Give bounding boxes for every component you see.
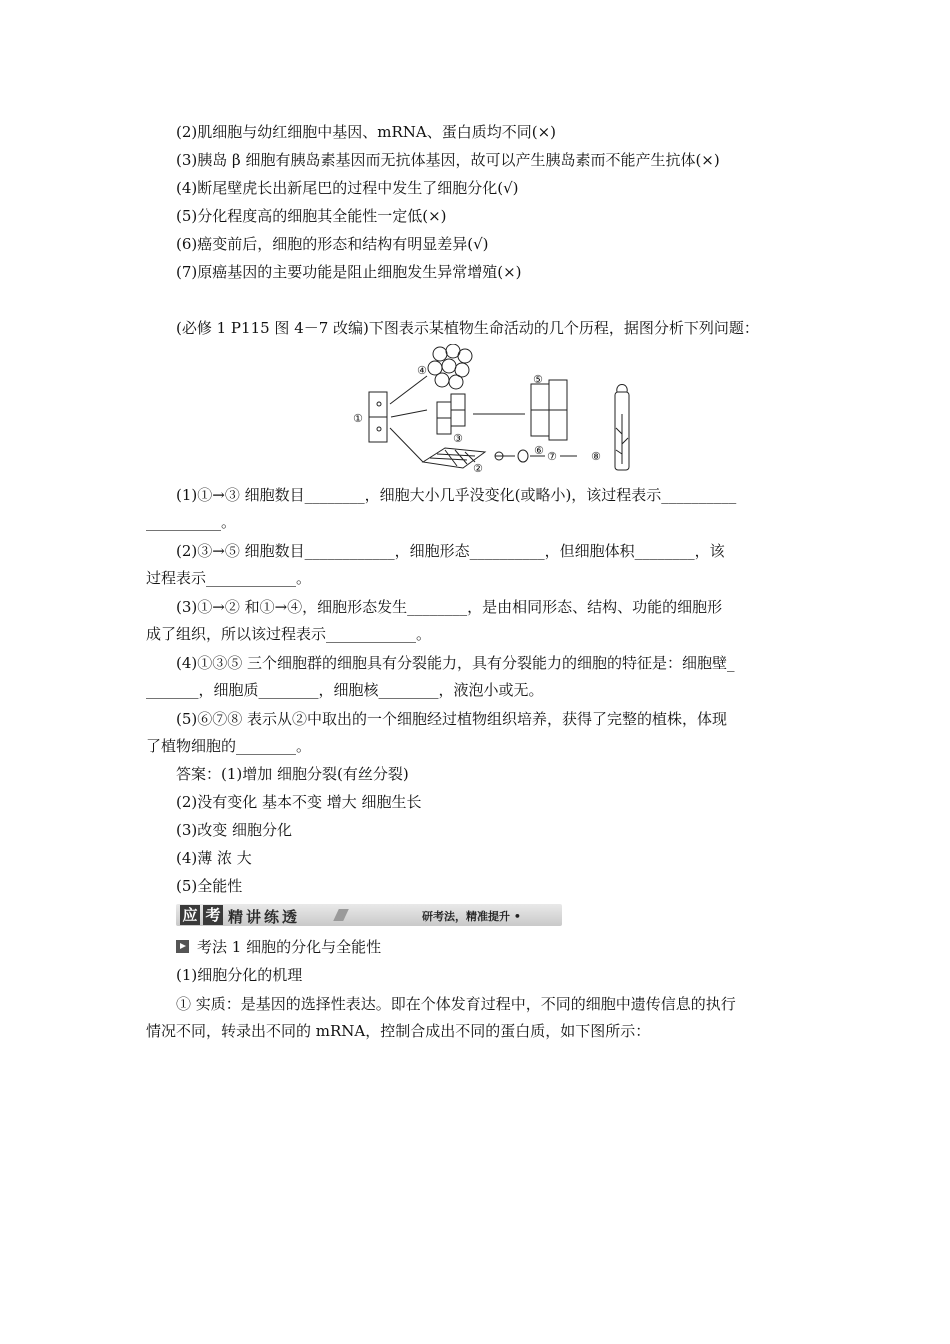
- label-6: ⑥: [534, 444, 544, 457]
- question-1a: (1)①→③ 细胞数目________，细胞大小几乎没变化(或略小)，该过程表示__________: [176, 486, 737, 504]
- answer-line: (4)薄 浓 大: [176, 849, 252, 867]
- question-4b: _______，细胞质________，细胞核________，液泡小或无。: [146, 681, 544, 699]
- question-3b: 成了组织，所以该过程表示____________。: [146, 625, 432, 643]
- banner-title: 精讲练透: [228, 908, 301, 926]
- section-paragraph-b: 情况不同，转录出不同的 mRNA，控制合成出不同的蛋白质，如下图所示：: [146, 1022, 651, 1040]
- question-2a: (2)③→⑤ 细胞数目____________，细胞形态__________，但细胞体积________，该: [176, 542, 725, 560]
- question-1b: __________。: [146, 513, 237, 531]
- banner-slogan: 研考法，精准提升 •: [422, 910, 521, 923]
- label-4: ④: [417, 364, 427, 377]
- section-paragraph-a: ① 实质：是基因的选择性表达。即在个体发育过程中，不同的细胞中遗传信息的执行: [176, 995, 736, 1013]
- question-5b: 了植物细胞的________。: [146, 737, 312, 755]
- question-3a: (3)①→② 和①→④，细胞形态发生________，是由相同形态、结构、功能的细胞形: [176, 598, 723, 616]
- play-icon: [176, 940, 189, 953]
- question-intro: (必修 1 P115 图 4－7 改编)下图表示某植物生命活动的几个历程，据图分析下列问题：: [176, 319, 759, 337]
- judgment-item: (2)肌细胞与幼红细胞中基因、mRNA、蛋白质均不同(×): [176, 123, 556, 141]
- judgment-item: (6)癌变前后，细胞的形态和结构有明显差异(√): [176, 235, 489, 253]
- label-5: ⑤: [533, 373, 543, 386]
- section-heading-text: 考法 1 细胞的分化与全能性: [197, 938, 382, 956]
- label-8: ⑧: [591, 450, 601, 463]
- answer-line: (5)全能性: [176, 877, 243, 895]
- section-subheading: (1)细胞分化的机理: [176, 966, 303, 984]
- judgment-item: (5)分化程度高的细胞其全能性一定低(×): [176, 207, 447, 225]
- judgment-item: (3)胰岛 β 细胞有胰岛素基因而无抗体基因，故可以产生胰岛素而不能产生抗体(×): [176, 151, 720, 169]
- label-2: ②: [473, 462, 483, 474]
- question-5a: (5)⑥⑦⑧ 表示从②中取出的一个细胞经过植物组织培养，获得了完整的植株，体现: [176, 710, 728, 728]
- judgment-item: (4)断尾壁虎长出新尾巴的过程中发生了细胞分化(√): [176, 179, 519, 197]
- question-4a: (4)①③⑤ 三个细胞群的细胞具有分裂能力，具有分裂能力的细胞的特征是：细胞壁_: [176, 654, 735, 672]
- banner-char-2: 考: [203, 905, 223, 925]
- plant-cell-process-figure: [345, 344, 645, 474]
- label-7: ⑦: [547, 450, 557, 463]
- section-heading: [176, 937, 381, 957]
- question-2b: 过程表示____________。: [146, 569, 312, 587]
- label-3: ③: [453, 432, 463, 445]
- answer-line: 答案：(1)增加 细胞分裂(有丝分裂): [176, 765, 409, 783]
- label-1: ①: [353, 412, 363, 425]
- banner-char-1: 应: [180, 905, 200, 925]
- judgment-item: (7)原癌基因的主要功能是阻止细胞发生异常增殖(×): [176, 263, 522, 281]
- answer-line: (2)没有变化 基本不变 增大 细胞生长: [176, 793, 422, 811]
- answer-line: (3)改变 细胞分化: [176, 821, 293, 839]
- section-banner: [176, 904, 562, 926]
